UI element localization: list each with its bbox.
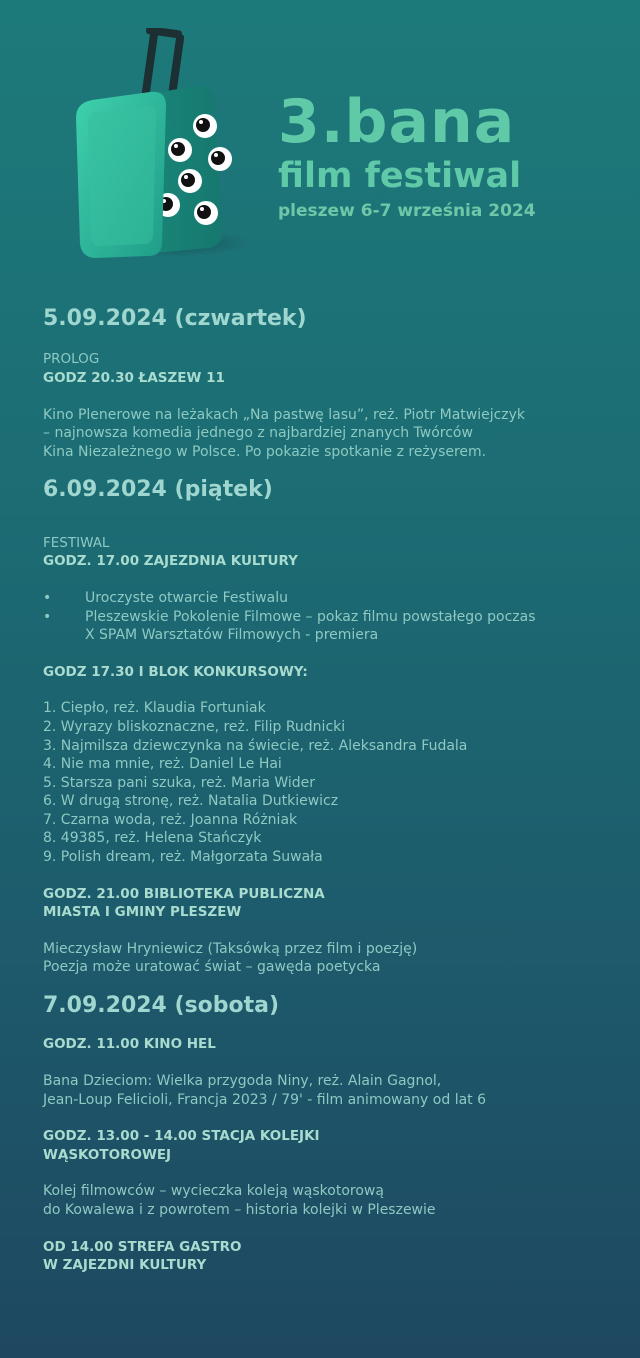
day-thursday: [43, 306, 603, 461]
event-desc-line: Mieczysław Hryniewicz (Taksówką przez film i poezję): [43, 940, 418, 957]
day-saturday: [43, 993, 603, 1275]
list-item: 3. Najmilsza dziewczynka na świecie, reż. Aleksandra Fudala: [43, 737, 468, 754]
event-desc-line: Jean-Loup Felicioli, Francja 2023 / 79' - film animowany od lat 6: [43, 1091, 487, 1108]
block-title: GODZ 17.30 I BLOK KONKURSOWY:: [43, 663, 308, 680]
list-item: 9. Polish dream, reż. Małgorzata Suwała: [43, 849, 323, 866]
event-desc-line: Bana Dzieciom: Wielka przygoda Niny, reż. Alain Gagnol,: [43, 1073, 442, 1090]
list-item: 1. Ciepło, reż. Klaudia Fortuniak: [43, 700, 266, 717]
event-desc-line: Kina Niezależnego w Polsce. Po pokazie spotkanie z reżyserem.: [43, 443, 487, 460]
header: [0, 0, 640, 270]
list-item: 4. Nie ma mnie, reż. Daniel Le Hai: [43, 756, 282, 773]
event-desc-line: Kolej filmowców – wycieczka koleją wąskotorową: [43, 1183, 384, 1200]
event-desc-line: Kino Plenerowe na leżakach „Na pastwę lasu”, reż. Piotr Matwiejczyk: [43, 406, 526, 423]
list-item: 5. Starsza pani szuka, reż. Maria Wider: [43, 774, 316, 791]
event-time-place: GODZ 20.30 ŁASZEW 11: [43, 369, 225, 386]
event-time-place: GODZ. 21.00 BIBLIOTEKA PUBLICZNA: [43, 885, 325, 902]
list-item: • Uroczyste otwarcie Festiwalu: [43, 589, 603, 608]
event-desc-line: Poezja może uratować świat – gawęda poetycka: [43, 959, 381, 976]
festival-brand: [278, 87, 536, 221]
opening-bullets: [43, 589, 603, 645]
event-time-place: OD 14.00 STREFA GASTRO: [43, 1238, 242, 1255]
event-time-place: GODZ. 17.00 ZAJEZDNIA KULTURY: [43, 553, 298, 570]
festival-place-date: pleszew 6-7 września 2024: [278, 200, 536, 221]
list-item: • Pleszewskie Pokolenie Filmowe – pokaz filmu powstałego poczas X SPAM Warsztatów Filmowych - premiera: [43, 608, 603, 645]
event-time-place: W ZAJEZDNI KULTURY: [43, 1257, 207, 1274]
suitcase-logo-icon: [62, 28, 252, 263]
event-time-place: WĄSKOTOROWEJ: [43, 1146, 172, 1163]
event-time-place: GODZ. 11.00 KINO HEL: [43, 1036, 216, 1053]
list-item: 2. Wyrazy bliskoznaczne, reż. Filip Rudnicki: [43, 718, 346, 735]
list-item: 7. Czarna woda, reż. Joanna Różniak: [43, 811, 298, 828]
day-heading: 5.09.2024 (czwartek): [43, 306, 307, 331]
event-desc-line: – najnowsza komedia jednego z najbardziej znanych Twórców: [43, 425, 473, 442]
festival-name: film festiwal: [278, 156, 522, 196]
section-label: FESTIWAL: [43, 534, 110, 551]
day-heading: 6.09.2024 (piątek): [43, 477, 273, 503]
event-time-place: GODZ. 13.00 - 14.00 STACJA KOLEJKI: [43, 1128, 320, 1145]
festival-edition: 3.bana: [278, 87, 516, 157]
films-list: [43, 699, 603, 866]
list-item: 8. 49385, reż. Helena Stańczyk: [43, 830, 262, 847]
day-friday: [43, 477, 603, 977]
section-label: PROLOG: [43, 351, 100, 368]
event-desc-line: do Kowalewa i z powrotem – historia kolejki w Pleszewie: [43, 1201, 436, 1218]
event-time-place: MIASTA I GMINY PLESZEW: [43, 904, 242, 921]
list-item: 6. W drugą stronę, reż. Natalia Dutkiewicz: [43, 793, 339, 810]
day-heading: 7.09.2024 (sobota): [43, 993, 280, 1019]
program: [43, 300, 603, 1275]
